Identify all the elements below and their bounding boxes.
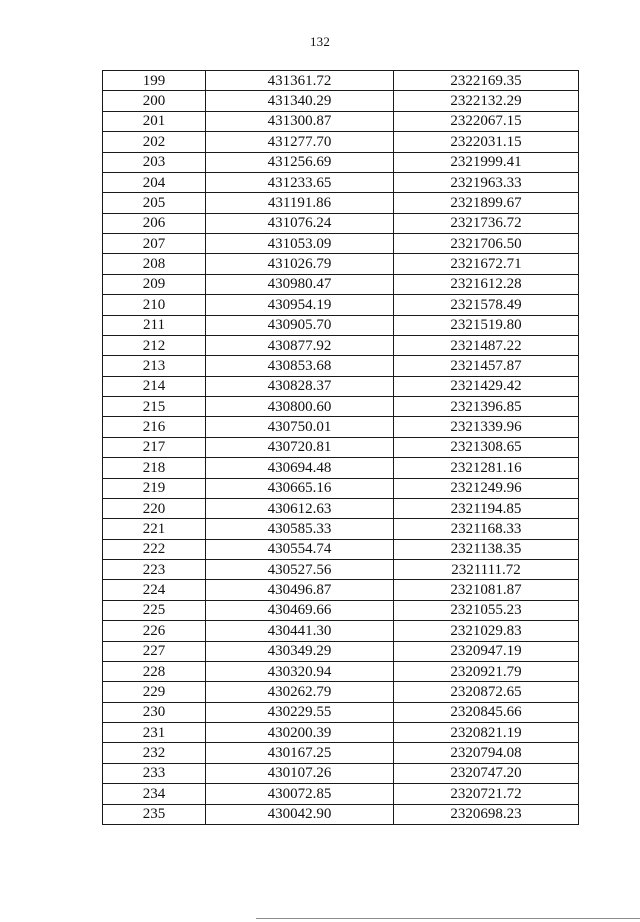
x-coordinate-cell: 431053.09 [206,234,394,254]
table-row [103,763,579,783]
x-coordinate-cell: 430665.16 [206,478,394,498]
y-coordinate-cell: 2320794.08 [394,743,579,763]
table-row [103,743,579,763]
point-number-cell: 208 [103,254,206,274]
x-coordinate-cell: 430072.85 [206,784,394,804]
y-coordinate-cell: 2322031.15 [394,132,579,152]
y-coordinate-cell: 2321168.33 [394,519,579,539]
point-number-cell: 235 [103,804,206,824]
y-coordinate-cell: 2320721.72 [394,784,579,804]
table-row [103,498,579,518]
point-number-cell: 219 [103,478,206,498]
point-number-cell: 211 [103,315,206,335]
point-number-cell: 202 [103,132,206,152]
x-coordinate-cell: 430229.55 [206,702,394,722]
table-row [103,804,579,824]
y-coordinate-cell: 2321429.42 [394,376,579,396]
point-number-cell: 229 [103,682,206,702]
table-row [103,254,579,274]
y-coordinate-cell: 2321111.72 [394,560,579,580]
table-row [103,580,579,600]
y-coordinate-cell: 2321487.22 [394,335,579,355]
point-number-cell: 217 [103,437,206,457]
x-coordinate-cell: 430720.81 [206,437,394,457]
table-row [103,458,579,478]
point-number-cell: 218 [103,458,206,478]
y-coordinate-cell: 2320872.65 [394,682,579,702]
x-coordinate-cell: 430585.33 [206,519,394,539]
point-number-cell: 226 [103,621,206,641]
y-coordinate-cell: 2321396.85 [394,397,579,417]
y-coordinate-cell: 2321457.87 [394,356,579,376]
x-coordinate-cell: 430469.66 [206,600,394,620]
x-coordinate-cell: 430905.70 [206,315,394,335]
x-coordinate-cell: 430800.60 [206,397,394,417]
table-row [103,172,579,192]
y-coordinate-cell: 2320821.19 [394,723,579,743]
y-coordinate-cell: 2321736.72 [394,213,579,233]
y-coordinate-cell: 2321899.67 [394,193,579,213]
x-coordinate-cell: 431256.69 [206,152,394,172]
x-coordinate-cell: 430612.63 [206,498,394,518]
point-number-cell: 221 [103,519,206,539]
point-number-cell: 234 [103,784,206,804]
y-coordinate-cell: 2321138.35 [394,539,579,559]
table-row [103,274,579,294]
x-coordinate-cell: 431277.70 [206,132,394,152]
y-coordinate-cell: 2321999.41 [394,152,579,172]
point-number-cell: 224 [103,580,206,600]
point-number-cell: 216 [103,417,206,437]
x-coordinate-cell: 430554.74 [206,539,394,559]
point-number-cell: 206 [103,213,206,233]
point-number-cell: 233 [103,763,206,783]
point-number-cell: 231 [103,723,206,743]
y-coordinate-cell: 2321194.85 [394,498,579,518]
x-coordinate-cell: 430262.79 [206,682,394,702]
table-row [103,376,579,396]
point-number-cell: 200 [103,91,206,111]
point-number-cell: 204 [103,172,206,192]
y-coordinate-cell: 2321339.96 [394,417,579,437]
y-coordinate-cell: 2321672.71 [394,254,579,274]
table-row [103,723,579,743]
point-number-cell: 214 [103,376,206,396]
y-coordinate-cell: 2320947.19 [394,641,579,661]
table-row [103,682,579,702]
table-row [103,437,579,457]
x-coordinate-cell: 431233.65 [206,172,394,192]
table-row [103,478,579,498]
coordinates-table-container [102,70,578,825]
point-number-cell: 209 [103,274,206,294]
table-row [103,641,579,661]
y-coordinate-cell: 2320845.66 [394,702,579,722]
table-row [103,784,579,804]
table-row [103,621,579,641]
x-coordinate-cell: 431076.24 [206,213,394,233]
x-coordinate-cell: 430980.47 [206,274,394,294]
table-row [103,702,579,722]
point-number-cell: 205 [103,193,206,213]
x-coordinate-cell: 430320.94 [206,661,394,681]
y-coordinate-cell: 2321612.28 [394,274,579,294]
x-coordinate-cell: 431340.29 [206,91,394,111]
page-number: 132 [309,34,331,49]
y-coordinate-cell: 2321281.16 [394,458,579,478]
x-coordinate-cell: 430853.68 [206,356,394,376]
table-row [103,397,579,417]
y-coordinate-cell: 2322132.29 [394,91,579,111]
table-row [103,335,579,355]
table-row [103,519,579,539]
y-coordinate-cell: 2321055.23 [394,600,579,620]
x-coordinate-cell: 431191.86 [206,193,394,213]
table-row [103,356,579,376]
x-coordinate-cell: 430527.56 [206,560,394,580]
y-coordinate-cell: 2321519.80 [394,315,579,335]
point-number-cell: 207 [103,234,206,254]
table-row [103,315,579,335]
point-number-cell: 199 [103,71,206,91]
table-row [103,560,579,580]
table-row [103,661,579,681]
y-coordinate-cell: 2321578.49 [394,295,579,315]
table-row [103,111,579,131]
x-coordinate-cell: 430200.39 [206,723,394,743]
table-row [103,193,579,213]
x-coordinate-cell: 430167.25 [206,743,394,763]
x-coordinate-cell: 430954.19 [206,295,394,315]
table-row [103,417,579,437]
x-coordinate-cell: 430042.90 [206,804,394,824]
table-row [103,132,579,152]
x-coordinate-cell: 430694.48 [206,458,394,478]
point-number-cell: 222 [103,539,206,559]
point-number-cell: 230 [103,702,206,722]
y-coordinate-cell: 2320747.20 [394,763,579,783]
point-number-cell: 227 [103,641,206,661]
bottom-edge-line [256,918,640,919]
y-coordinate-cell: 2320698.23 [394,804,579,824]
table-row [103,295,579,315]
point-number-cell: 215 [103,397,206,417]
x-coordinate-cell: 430496.87 [206,580,394,600]
point-number-cell: 201 [103,111,206,131]
point-number-cell: 223 [103,560,206,580]
point-number-cell: 225 [103,600,206,620]
table-row [103,539,579,559]
table-row [103,91,579,111]
table-row [103,152,579,172]
coordinates-table [102,70,579,825]
point-number-cell: 220 [103,498,206,518]
y-coordinate-cell: 2321706.50 [394,234,579,254]
y-coordinate-cell: 2322169.35 [394,71,579,91]
x-coordinate-cell: 430441.30 [206,621,394,641]
y-coordinate-cell: 2322067.15 [394,111,579,131]
point-number-cell: 232 [103,743,206,763]
table-row [103,600,579,620]
point-number-cell: 213 [103,356,206,376]
x-coordinate-cell: 430750.01 [206,417,394,437]
point-number-cell: 212 [103,335,206,355]
x-coordinate-cell: 431361.72 [206,71,394,91]
x-coordinate-cell: 431300.87 [206,111,394,131]
point-number-cell: 228 [103,661,206,681]
y-coordinate-cell: 2321029.83 [394,621,579,641]
y-coordinate-cell: 2321963.33 [394,172,579,192]
table-row [103,234,579,254]
x-coordinate-cell: 430107.26 [206,763,394,783]
point-number-cell: 203 [103,152,206,172]
y-coordinate-cell: 2321249.96 [394,478,579,498]
table-row [103,213,579,233]
point-number-cell: 210 [103,295,206,315]
y-coordinate-cell: 2321081.87 [394,580,579,600]
x-coordinate-cell: 430349.29 [206,641,394,661]
y-coordinate-cell: 2321308.65 [394,437,579,457]
coordinates-table-body [103,71,579,825]
y-coordinate-cell: 2320921.79 [394,661,579,681]
x-coordinate-cell: 430828.37 [206,376,394,396]
x-coordinate-cell: 430877.92 [206,335,394,355]
x-coordinate-cell: 431026.79 [206,254,394,274]
table-row [103,71,579,91]
